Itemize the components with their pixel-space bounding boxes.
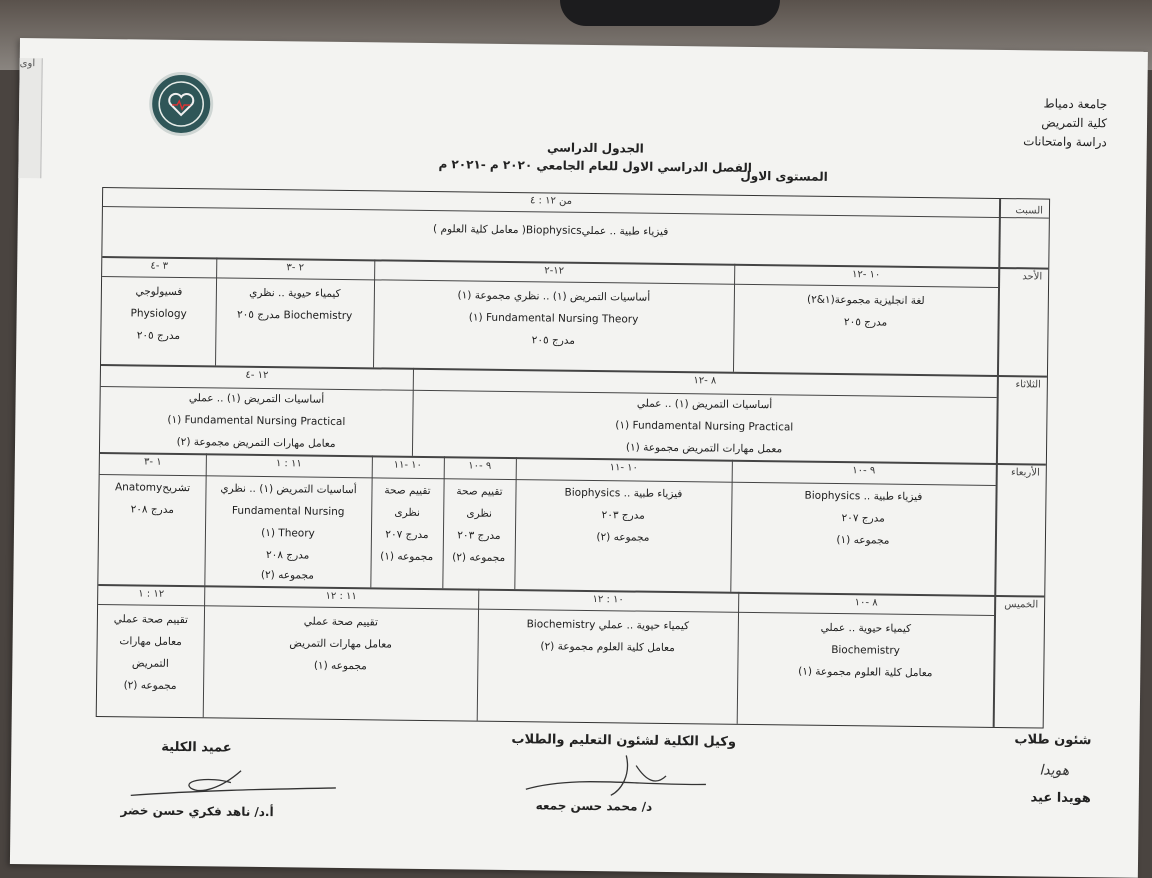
tuesday-slot1-course <box>412 390 997 463</box>
vice-dean-title: وكيل الكلية لشئون التعليم والطلاب <box>511 732 737 750</box>
course-line: معامل مهارات <box>119 635 182 649</box>
course-line: مدرج ٢٠٥ <box>531 334 576 347</box>
sunday-slot2-time: ١٢-٢ <box>544 265 565 277</box>
course-line: معمل مهارات التمريض مجموعة (١) <box>625 441 783 456</box>
course-line: مجموعه (٢) <box>596 531 650 544</box>
day-thursday: الخميس <box>1004 599 1039 611</box>
sunday-slot1-course <box>733 288 998 335</box>
wednesday-slot5-time: ١١ : ١ <box>275 458 302 470</box>
wednesday-slot3-time: ٩ -١٠ <box>468 460 492 472</box>
thursday-slot1-time: ٨ -١٠ <box>854 597 878 609</box>
university-name: جامعة دمياط <box>1043 96 1108 112</box>
thursday-slot2-course <box>477 613 738 660</box>
course-line: Theory (١) <box>261 526 315 540</box>
title-block <box>438 137 752 177</box>
course-line: مدرج ٢٠٧ <box>385 528 429 542</box>
course-line: Biochemistry مدرج ٢٠٥ <box>236 308 353 323</box>
saturday-time: من ١٢ : ٤ <box>529 195 573 207</box>
sunday-slot4-course <box>101 280 216 347</box>
course-line: Physiology <box>130 307 187 321</box>
thursday-slot3-time: ١١ : ١٢ <box>325 590 357 603</box>
vice-dean-name: د/ محمد حسن جمعه <box>535 798 653 814</box>
faculty-name: كلية التمريض <box>1041 115 1108 131</box>
faculty-logo <box>149 72 214 137</box>
wednesday-slot3-course <box>443 480 516 569</box>
course-line: تقييم صحة عملي <box>303 615 379 629</box>
dark-object <box>560 0 780 26</box>
students-affairs-name: هويدا عيد <box>1030 790 1091 807</box>
course-line: لغة انجليزية مجموعة(١&٢) <box>806 293 925 308</box>
sunday-slot1-time: ١٠ -١٢ <box>851 269 881 281</box>
wednesday-slot6-course <box>99 476 206 521</box>
course-line: مجموعه (٢) <box>123 679 177 692</box>
students-affairs-signature: هويدا <box>1039 762 1070 779</box>
course-line: تقييم صحة <box>384 484 431 498</box>
students-affairs-title: شئون طلاب <box>1014 732 1092 749</box>
course-line: Fundamental Nursing <box>231 504 345 518</box>
wednesday-slot1-time: ٩ -١٠ <box>852 465 876 477</box>
course-line: تقييم صحة <box>456 485 503 498</box>
course-line: فسيولوجي <box>135 285 183 299</box>
thursday-slot4-time: ١٢ : ١ <box>138 588 165 600</box>
tuesday-slot2-time: ١٢ -٤ <box>245 369 269 382</box>
day-sunday: الأحد <box>1022 271 1043 283</box>
department-name: دراسة وامتحانات <box>1023 134 1107 150</box>
vice-dean-signature-icon <box>516 744 717 806</box>
wednesday-slot5-group: مجموعه (٢) <box>260 568 315 582</box>
wednesday-slot4-time: ١٠ -١١ <box>393 459 423 471</box>
course-line: مجموعه (١) <box>836 534 890 547</box>
course-line: تقييم صحة عملي <box>113 613 189 627</box>
thursday-slot1-course <box>737 616 994 685</box>
wednesday-slot5-course <box>205 477 372 567</box>
wednesday-slot2-time: ١٠ -١١ <box>609 462 638 474</box>
course-line: Fundamental Nursing Theory (١) <box>468 311 639 326</box>
day-wednesday: الأربعاء <box>1011 467 1040 479</box>
course-line: مجموعه (١) <box>313 659 367 673</box>
tuesday-slot1-time: ٨ -١٢ <box>693 375 717 387</box>
course-line: فيزياء طبية .. Biophysics <box>564 486 683 501</box>
course-line: Fundamental Nursing Practical (١) <box>615 419 794 434</box>
sunday-slot3-time: ٢ -٣ <box>286 262 305 274</box>
course-line: مدرج ٢٠٧ <box>841 512 885 525</box>
schedule-title: الجدول الدراسي <box>546 140 644 156</box>
semester-title: الفصل الدراسي الاول للعام الجامعي ٢٠٢٠ م -٢٠٢١ م <box>438 157 752 175</box>
day-tuesday: الثلاثاء <box>1015 379 1041 391</box>
course-line: مدرج ٢٠٨ <box>266 549 310 562</box>
dean-signature-icon <box>121 757 342 810</box>
course-line: معامل مهارات التمريض مجموعة (٢) <box>176 435 336 450</box>
side-tab-text: اوى <box>19 57 36 70</box>
institution-block <box>1023 94 1107 152</box>
course-line: مدرج ٢٠٣ <box>457 529 501 542</box>
course-line: كيمياء حيوية .. عملي <box>820 621 912 635</box>
course-line: أساسيات التمريض (١) .. نظري مجموعة (١) <box>457 289 651 304</box>
course-line: أساسيات التمريض (١) .. عملي <box>188 392 325 406</box>
course-line: تشريحAnatomy <box>114 481 191 495</box>
course-line: نظرى <box>466 507 493 520</box>
course-line: كيمياء حيوية .. عملي Biochemistry <box>526 618 690 633</box>
course-line: مدرج ٢٠٥ <box>843 316 888 329</box>
dean-name: أ.د/ ناهد فكري حسن خضر <box>120 803 274 820</box>
course-line: فيزياء طبية .. Biophysics <box>804 489 923 504</box>
sunday-slot2-course <box>373 283 734 353</box>
level-label: المستوى الاول <box>740 168 828 184</box>
course-line: التمريض <box>131 657 169 670</box>
wednesday-slot2-course <box>515 481 732 550</box>
schedule-sheet <box>10 38 1148 878</box>
course-line: مدرج ٢٠٥ <box>136 329 181 342</box>
course-line: نظرى <box>394 506 421 519</box>
side-tab <box>18 58 42 178</box>
thursday-slot3-course <box>203 609 478 678</box>
course-line: معامل كلية العلوم مجموعة (٢) <box>540 640 675 655</box>
thursday-slot4-course <box>97 608 204 697</box>
course-line: أساسيات التمريض (١) .. عملي <box>636 397 773 412</box>
wednesday-slot4-course <box>371 479 444 568</box>
course-line: معامل مهارات التمريض <box>289 637 393 651</box>
course-line: أساسيات التمريض (١) .. نظري <box>220 482 357 497</box>
sunday-slot4-time: ٣ -٤ <box>150 260 169 272</box>
course-line: معامل كلية العلوم مجموعة (١) <box>798 665 933 680</box>
day-saturday: السبت <box>1015 205 1044 217</box>
course-line: مدرج ٢٠٣ <box>601 509 645 522</box>
saturday-course: فيزياء طبية .. عمليBiophysics( معامل كلية العلوم ) <box>433 223 669 238</box>
course-line: مجموعه (٢) <box>452 551 506 564</box>
course-line: مدرج ٢٠٨ <box>130 503 174 516</box>
thursday-slot2-time: ١٠ : ١٢ <box>592 594 624 606</box>
course-line: مجموعه (١) <box>380 550 434 564</box>
tuesday-slot2-course <box>100 386 413 456</box>
dean-title: عميد الكلية <box>161 739 232 756</box>
wednesday-slot1-course <box>731 484 996 553</box>
course-line: Fundamental Nursing Practical (١) <box>167 413 346 429</box>
course-line: Biochemistry <box>831 643 900 657</box>
timetable-grid <box>96 187 1050 729</box>
wednesday-slot6-time: ١ -٣ <box>143 456 162 468</box>
course-line: كيمياء حيوية .. نظري <box>249 286 341 300</box>
sunday-slot3-course <box>216 281 375 327</box>
